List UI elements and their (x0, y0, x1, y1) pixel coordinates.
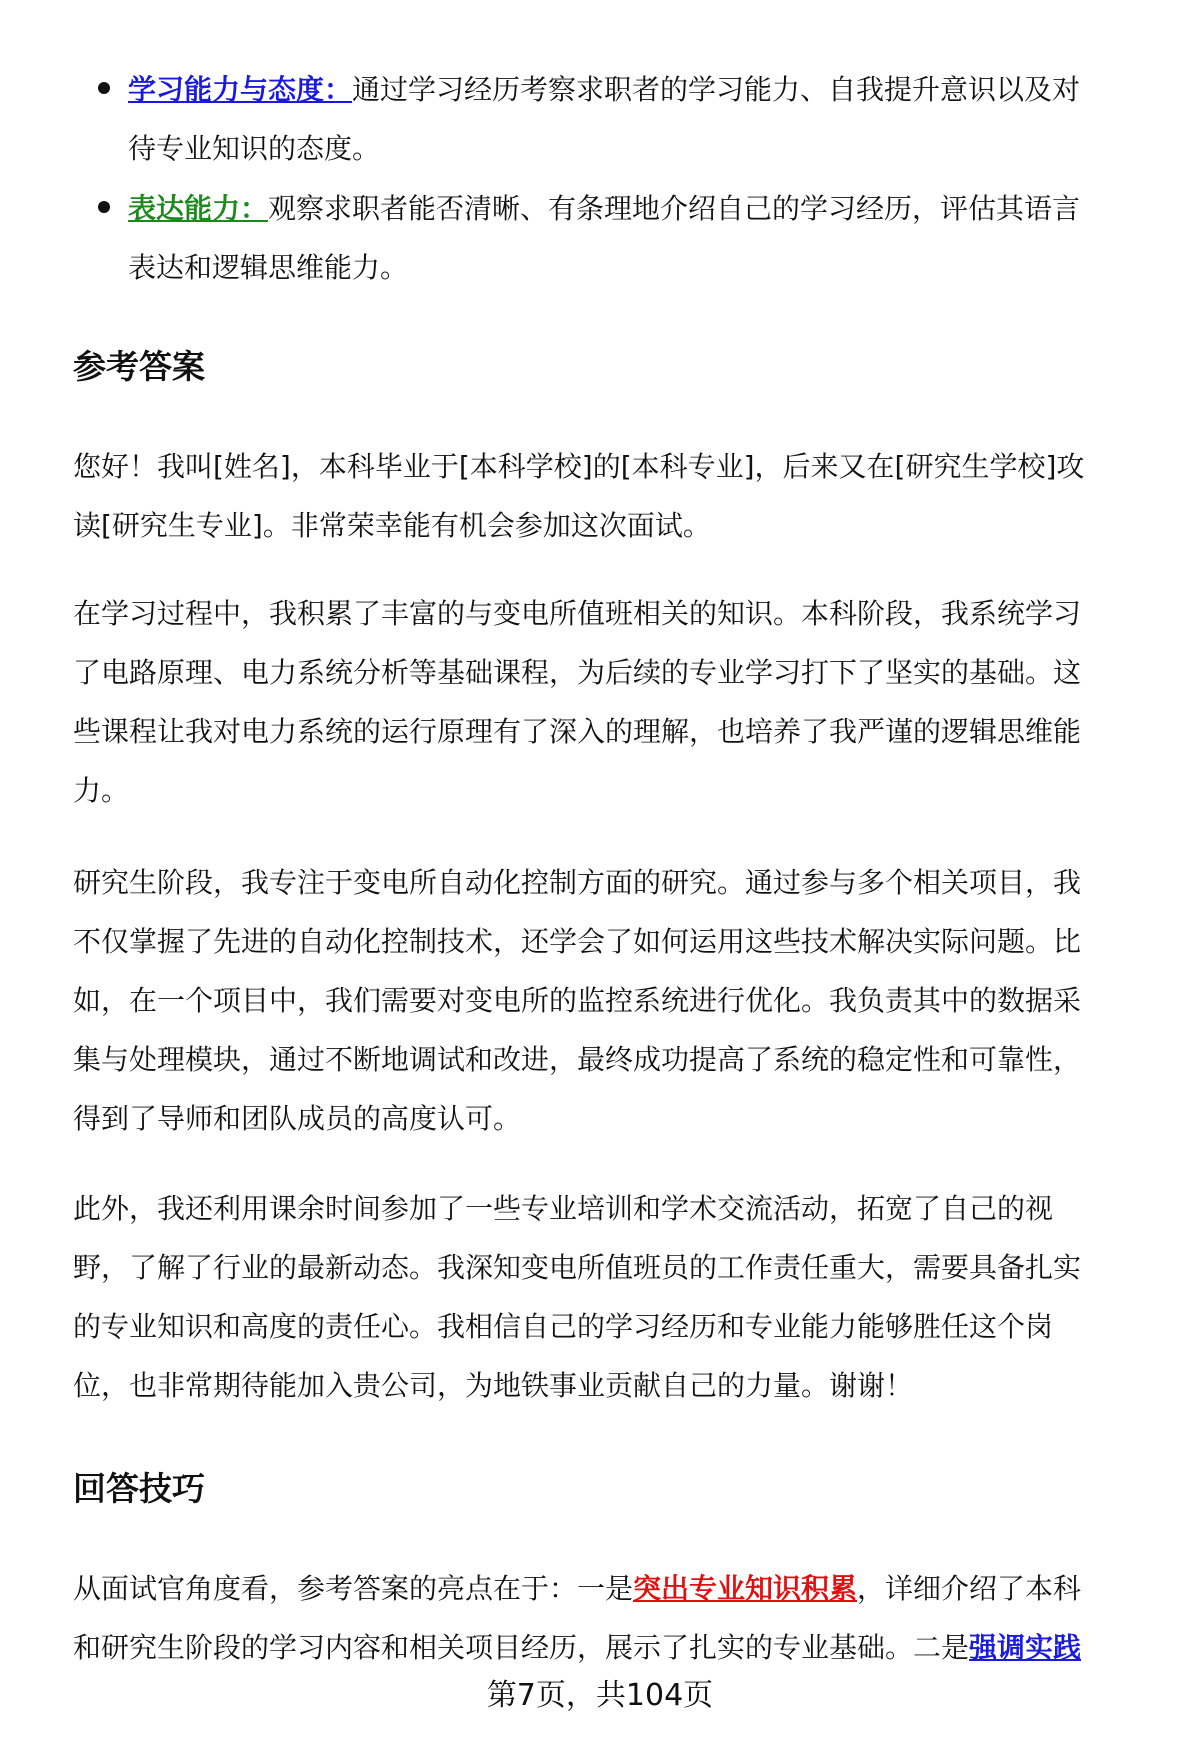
text-line: 了电路原理、电力系统分析等基础课程，为后续的专业学习打下了坚实的基础。这 (73, 656, 1082, 689)
section-heading: 回答技巧 (73, 1469, 205, 1508)
section-heading: 参考答案 (73, 347, 205, 386)
highlight-text: 突出专业知识积累 (633, 1572, 858, 1605)
bullet-icon (98, 82, 110, 94)
bullet-item-expression (128, 179, 1158, 297)
bullet-item-learning (128, 60, 1158, 178)
text-line: 些课程让我对电力系统的运行原理有了深入的理解，也培养了我严谨的逻辑思维能 (73, 715, 1082, 748)
highlight-text: 强调实践 (969, 1631, 1082, 1664)
paragraph (73, 584, 1153, 820)
bullet-label: 表达能力： (128, 192, 269, 225)
bullet-text: 待专业知识的态度。 (128, 132, 381, 165)
text-line: 位，也非常期待能加入贵公司，为地铁事业贡献自己的力量。谢谢！ (73, 1369, 914, 1402)
text-line: 如，在一个项目中，我们需要对变电所的监控系统进行优化。我负责其中的数据采 (73, 984, 1082, 1017)
page-number: 第7页，共104页 (486, 1678, 714, 1713)
paragraph (73, 1559, 1153, 1677)
text: 和研究生阶段的学习内容和相关项目经历，展示了扎实的专业基础。二是 (73, 1631, 970, 1664)
text-line: 集与处理模块，通过不断地调试和改进，最终成功提高了系统的稳定性和可靠性， (73, 1043, 1082, 1076)
paragraph (73, 853, 1153, 1148)
paragraph (73, 437, 1153, 555)
bullet-text: 表达和逻辑思维能力。 (128, 251, 409, 284)
text-line: 研究生阶段，我专注于变电所自动化控制方面的研究。通过参与多个相关项目，我 (73, 866, 1082, 899)
text-line: 此外，我还利用课余时间参加了一些专业培训和学术交流活动，拓宽了自己的视 (73, 1192, 1054, 1225)
bullet-icon (98, 201, 110, 213)
text-line: 您好！我叫[姓名]，本科毕业于[本科学校]的[本科专业]，后来又在[研究生学校]攻 (73, 450, 1085, 483)
text-line: 在学习过程中，我积累了丰富的与变电所值班相关的知识。本科阶段，我系统学习 (73, 597, 1082, 630)
bullet-text: 通过学习经历考察求职者的学习能力、自我提升意识以及对 (352, 73, 1081, 106)
text-line: 不仅掌握了先进的自动化控制技术，还学会了如何运用这些技术解决实际问题。比 (73, 925, 1082, 958)
text-line: 的专业知识和高度的责任心。我相信自己的学习经历和专业能力能够胜任这个岗 (73, 1310, 1054, 1343)
text: ，详细介绍了本科 (857, 1572, 1082, 1605)
text: 从面试官角度看，参考答案的亮点在于：一是 (73, 1572, 634, 1605)
text-line: 得到了导师和团队成员的高度认可。 (73, 1102, 522, 1135)
paragraph (73, 1179, 1153, 1415)
text-line: 力。 (73, 774, 130, 807)
bullet-label: 学习能力与态度： (128, 73, 353, 106)
text-line: 野，了解了行业的最新动态。我深知变电所值班员的工作责任重大，需要具备扎实 (73, 1251, 1082, 1284)
text-line: 读[研究生专业]。非常荣幸能有机会参加这次面试。 (73, 509, 711, 542)
bullet-text: 观察求职者能否清晰、有条理地介绍自己的学习经历，评估其语言 (268, 192, 1081, 225)
